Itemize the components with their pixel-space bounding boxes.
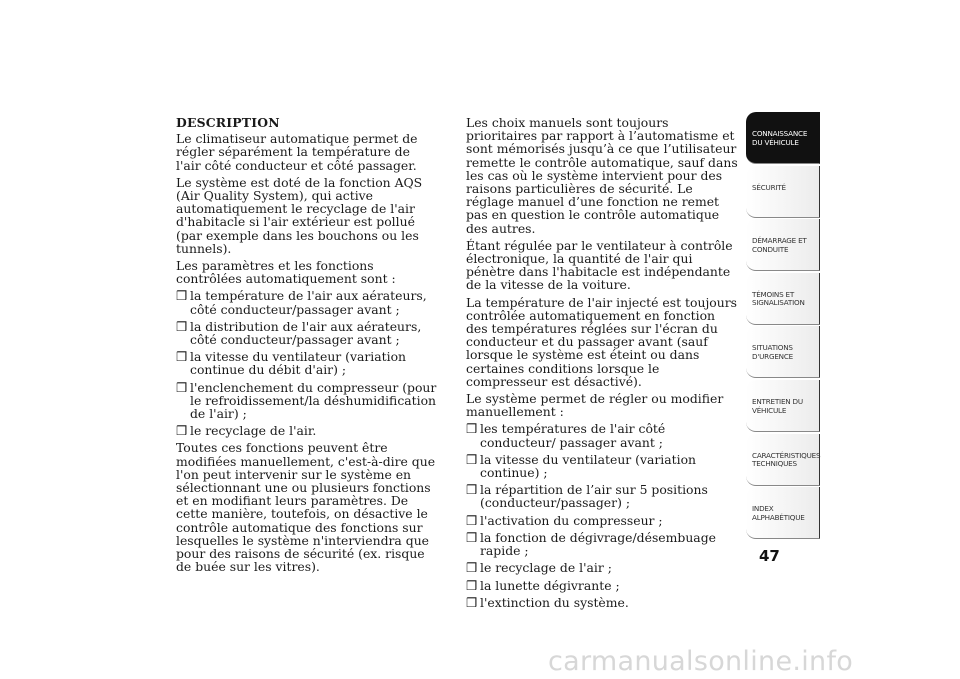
section-heading: DESCRIPTION: [176, 115, 280, 130]
checkbox-bullet-icon: ❒: [176, 349, 188, 365]
list-item: ❒ la répartition de l’air sur 5 positions (conducteur/passager) ;: [466, 482, 708, 511]
paragraph: Le climatiseur automatique permet de régler séparément la température de l'air côté conducteur et côté passager.: [176, 131, 418, 173]
bullet-list: [466, 422, 738, 608]
list-item: ❒ l'activation du compresseur ;: [466, 512, 663, 528]
tab-connaissance-du-vehicule[interactable]: CONNAISSANCE DU VÉHICULE: [746, 112, 820, 164]
tab-entretien-du-vehicule[interactable]: ENTRETIEN DU VÉHICULE: [746, 380, 820, 432]
tab-caracteristiques-techniques[interactable]: CARACTÉRISTIQUES TECHNIQUES: [746, 434, 820, 486]
checkbox-bullet-icon: ❒: [466, 560, 478, 576]
chapter-tabs: [746, 112, 820, 541]
list-item: ❒ la température de l'air aux aérateurs, côté conducteur/passager avant ;: [176, 288, 427, 317]
paragraph: Les choix manuels sont toujours prioritaires par rapport à l’automatisme et sont mémorisés jusqu’à ce que l’utilisateur remette le contrôle automatique, sauf dans les cas où le système intervient pour des raisons particulières de sécurité. Le réglage manuel d’une fonction ne remet pas en question le contrôle automatique des autres.: [466, 115, 738, 236]
checkbox-bullet-icon: ❒: [466, 512, 478, 528]
bullet-list: [176, 289, 438, 437]
checkbox-bullet-icon: ❒: [176, 379, 188, 395]
checkbox-bullet-icon: ❒: [466, 577, 478, 593]
paragraph: Toutes ces fonctions peuvent être modifiées manuellement, c'est-à-dire que l'on peut intervenir sur le système en sélectionnant une ou plusieurs fonctions et en modifiant leurs paramètres. De cette manière, toutefois, on désactive le contrôle automatique des fonctions sur lesquelles le système n'interviendra que pour des raisons de sécurité (ex. risque de buée sur les vitres).: [176, 440, 436, 575]
paragraph: Étant régulée par le ventilateur à contrôle électronique, la quantité de l'air qui pénètre dans l'habitacle est indépendante de la vitesse de la voiture.: [466, 237, 733, 293]
paragraph: La température de l'air injecté est toujours contrôlée automatiquement en fonction des températures réglées sur l'écran du conducteur et du passager avant (sauf lorsque le système est éteint ou dans certaines conditions lorsque le compresseur est désactivé).: [466, 294, 738, 389]
tab-situations-d-urgence[interactable]: SITUATIONS D'URGENCE: [746, 326, 820, 378]
checkbox-bullet-icon: ❒: [466, 421, 478, 437]
list-item: ❒ le recyclage de l'air.: [176, 423, 317, 439]
list-item: ❒ la fonction de dégivrage/désembuage rapide ;: [466, 529, 716, 559]
paragraph: Le système permet de régler ou modifier manuellement :: [466, 391, 724, 420]
checkbox-bullet-icon: ❒: [176, 318, 188, 334]
watermark: carmanualsonline.info: [548, 646, 854, 677]
left-column: [176, 116, 438, 578]
right-column: [466, 116, 738, 613]
paragraph: Les paramètres et les fonctions contrôlées automatiquement sont :: [176, 258, 396, 287]
list-item: ❒ le recyclage de l'air ;: [466, 560, 612, 576]
list-item: ❒ la vitesse du ventilateur (variation continue) ;: [466, 451, 697, 481]
tab-temoins-et-signalisation[interactable]: TÉMOINS ET SIGNALISATION: [746, 273, 820, 325]
list-item: ❒ l'extinction du système.: [466, 594, 629, 610]
paragraph: Le système est doté de la fonction AQS (Air Quality System), qui active automatiquement le recyclage de l'air d'habitacle si l'air extérieur est pollué (par exemple dans les bouchons ou les tunnels).: [176, 174, 423, 256]
list-item: ❒ les températures de l'air côté conducteur/ passager avant ;: [466, 421, 666, 450]
list-item: ❒ l'enclenchement du compresseur (pour le refroidissement/la déshumidification de l'air) ;: [176, 379, 437, 422]
tab-securite[interactable]: SÉCURITÉ: [746, 166, 820, 218]
checkbox-bullet-icon: ❒: [466, 451, 478, 467]
checkbox-bullet-icon: ❒: [466, 482, 478, 498]
checkbox-bullet-icon: ❒: [466, 594, 478, 610]
tab-demarrage-et-conduite[interactable]: DÉMARRAGE ET CONDUITE: [746, 219, 820, 271]
page-number: 47: [759, 547, 780, 565]
checkbox-bullet-icon: ❒: [176, 423, 188, 439]
list-item: ❒ la vitesse du ventilateur (variation continue du débit d'air) ;: [176, 349, 407, 378]
checkbox-bullet-icon: ❒: [466, 529, 478, 545]
checkbox-bullet-icon: ❒: [176, 288, 188, 304]
tab-index-alphabetique[interactable]: INDEX ALPHABÉTIQUE: [746, 487, 820, 539]
list-item: ❒ la lunette dégivrante ;: [466, 577, 620, 593]
list-item: ❒ la distribution de l'air aux aérateurs, côté conducteur/passager avant ;: [176, 318, 422, 348]
